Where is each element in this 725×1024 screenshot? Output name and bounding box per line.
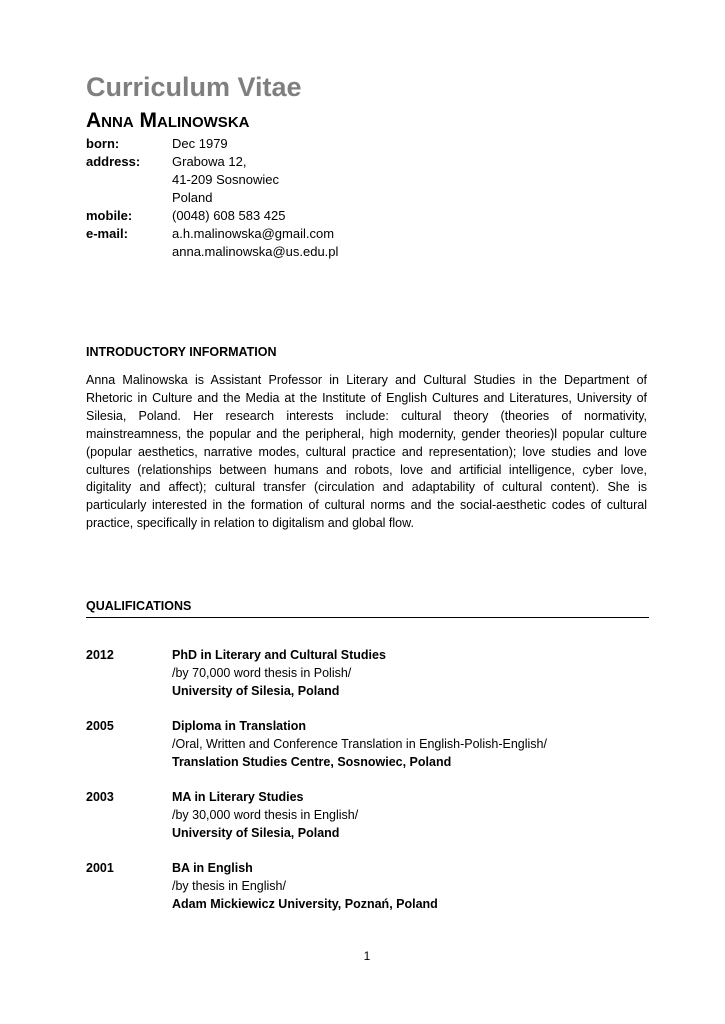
qualification-item bbox=[86, 717, 649, 771]
address-row-2 bbox=[86, 171, 338, 189]
qualification-institution: Adam Mickiewicz University, Poznań, Poland bbox=[172, 897, 438, 911]
qualification-degree: PhD in Literary and Cultural Studies bbox=[172, 648, 386, 662]
mobile-label: mobile: bbox=[86, 208, 133, 223]
address-row bbox=[86, 153, 338, 171]
qualification-institution: University of Silesia, Poland bbox=[172, 684, 340, 698]
qualification-institution: University of Silesia, Poland bbox=[172, 826, 340, 840]
qualification-degree: Diploma in Translation bbox=[172, 719, 307, 733]
born-value: Dec 1979 bbox=[172, 136, 228, 151]
email-link-2[interactable]: anna.malinowska@us.edu.pl bbox=[172, 244, 339, 259]
page-number: 1 bbox=[363, 949, 371, 963]
qualification-item bbox=[86, 788, 649, 842]
email-row-2 bbox=[86, 243, 338, 261]
person-name: Anna Malinowska bbox=[86, 109, 250, 132]
qualification-year: 2001 bbox=[86, 861, 114, 875]
qualification-year: 2012 bbox=[86, 648, 114, 662]
qualification-detail: /by thesis in English/ bbox=[172, 879, 286, 893]
mobile-row bbox=[86, 207, 338, 225]
qualifications-list bbox=[86, 646, 649, 930]
qualification-year: 2005 bbox=[86, 719, 114, 733]
email-row bbox=[86, 225, 338, 243]
qualification-detail: /by 30,000 word thesis in English/ bbox=[172, 808, 359, 822]
qualification-detail: /by 70,000 word thesis in Polish/ bbox=[172, 666, 352, 680]
qualification-detail: /Oral, Written and Conference Translation in English-Polish-English/ bbox=[172, 737, 547, 751]
qualification-item bbox=[86, 859, 649, 913]
qualifications-heading: QUALIFICATIONS bbox=[86, 599, 192, 613]
email-link-1[interactable]: a.h.malinowska@gmail.com bbox=[172, 226, 335, 241]
qualification-year: 2003 bbox=[86, 790, 114, 804]
intro-heading: INTRODUCTORY INFORMATION bbox=[86, 345, 277, 359]
qualification-degree: MA in Literary Studies bbox=[172, 790, 304, 804]
born-row bbox=[86, 135, 338, 153]
address-line-3: Poland bbox=[172, 190, 213, 205]
address-line-2: 41-209 Sosnowiec bbox=[172, 172, 279, 187]
address-label: address: bbox=[86, 154, 141, 169]
qualification-item bbox=[86, 646, 649, 700]
personal-info-table bbox=[86, 135, 338, 261]
qualifications-divider bbox=[86, 617, 649, 618]
qualification-institution: Translation Studies Centre, Sosnowiec, Poland bbox=[172, 755, 452, 769]
document-title: Curriculum Vitae bbox=[86, 72, 302, 102]
mobile-value: (0048) 608 583 425 bbox=[172, 208, 286, 223]
intro-paragraph: Anna Malinowska is Assistant Professor in Literary and Cultural Studies in the Department of Rhetoric in Culture and the Media at the Institute of English Cultures and Literatures, University of Silesia, Poland. Her research interests include: cultural theory (theories of normativity, mainstreamness, the popular and the peripheral, high modernity, gender theories)l popular culture (popular aesthetics, narrative modes, cultural practice and representation); love studies and love cultures (relationships between humans and robots, love and artificial intelligence, cyber love, digitality and affect); cultural transfer (circulation and adaptability of cultural content). She is particularly interested in the formation of cultural norms and the social-aesthetic codes of cultural practice, specifically in relation to digitalism and global flow. bbox=[86, 373, 647, 531]
email-label: e-mail: bbox=[86, 226, 128, 241]
qualification-degree: BA in English bbox=[172, 861, 253, 875]
address-row-3 bbox=[86, 189, 338, 207]
born-label: born: bbox=[86, 136, 120, 151]
address-line-1: Grabowa 12, bbox=[172, 154, 247, 169]
